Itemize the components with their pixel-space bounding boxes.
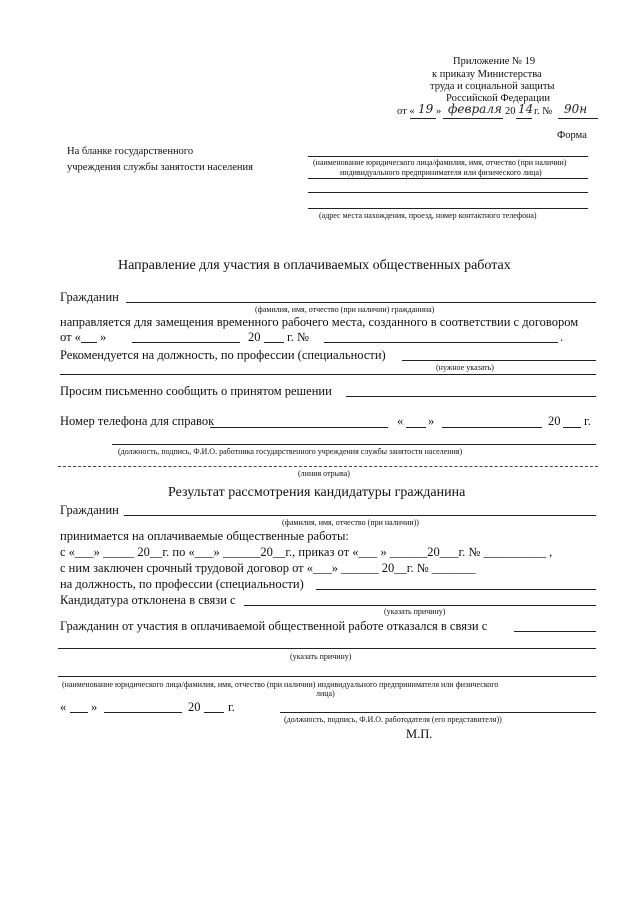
recommended-label: Рекомендуется на должность, по профессии (специальности) (60, 348, 386, 362)
contract-year-prefix: 20 (248, 330, 261, 344)
form-label: Форма (557, 130, 587, 141)
rejected-label: Кандидатура отклонена в связи с (60, 593, 236, 607)
employer-date-quote-close: » (91, 700, 98, 714)
sent-text: направляется для замещения временного рабочего места, созданного в соответствии с договором (60, 315, 579, 329)
citizen-label: Гражданин (60, 290, 119, 304)
date-number: 90н (564, 102, 588, 116)
contract-number-label: г. № (287, 330, 309, 344)
employer-caption: (наименование юридического лица/фамилия, имя, отчество (при наличии) индивидуального предпринимателя или физического (62, 680, 499, 689)
employer-signature-caption: (должность, подпись, Ф.И.О. работодателя (его представителя)) (284, 715, 502, 724)
period-line: с «___» _____ 20__г. по «___» ______20__г., приказ от «___ » ______20___г. № __________ , (60, 545, 553, 559)
contract-line: с ним заключен срочный трудовой договор от «___» ______ 20__г. № _______ (60, 561, 476, 575)
request-label: Просим письменно сообщить о принятом решении (60, 384, 332, 398)
position-label: на должность, по профессии (специальности) (60, 577, 304, 591)
phone-year-prefix: 20 (548, 414, 561, 428)
accepted-text: принимается на оплачиваемые общественные работы: (60, 529, 349, 543)
date-prefix: от « (397, 106, 415, 117)
date-number-prefix: г. № (534, 106, 553, 117)
staff-signature-caption: (должность, подпись, Ф.И.О. работника государственного учреждения службы занятости населения) (118, 447, 463, 456)
refused-label: Гражданин от участия в оплачиваемой общественной работе отказался в связи с (60, 619, 488, 633)
phone-year-suffix: г. (584, 414, 591, 428)
phone-quote-open: « (397, 414, 404, 428)
date-day: 19 (418, 102, 434, 116)
appendix-number: Приложение № 19 (453, 56, 536, 67)
employer-caption-2: лица) (316, 689, 335, 698)
org-name-caption-2: индивидуального предпринимателя или физического лица) (340, 168, 542, 177)
order-reference: к приказу Министерства (432, 69, 542, 80)
result-title: Результат рассмотрения кандидатуры гражданина (168, 485, 466, 500)
specify-caption: (нужное указать) (436, 363, 494, 372)
date-year-prefix: 20 (505, 106, 516, 117)
citizen-caption: (фамилия, имя, отчество (при наличии) гражданина) (255, 305, 435, 314)
tear-line (58, 466, 598, 467)
document-title: Направление для участия в оплачиваемых общественных работах (118, 258, 511, 273)
letterhead-line-2: учреждения службы занятости населения (67, 162, 253, 173)
employer-date-year-prefix: 20 (188, 700, 201, 714)
phone-quote-close: » (428, 414, 435, 428)
stamp-place: М.П. (406, 727, 433, 741)
result-citizen-caption: (фамилия, имя, отчество (при наличии)) (282, 518, 419, 527)
date-year: 14 (518, 102, 534, 116)
contract-end-dot: . (560, 330, 564, 344)
country-name: Российской Федерации (446, 93, 550, 104)
letterhead-line-1: На бланке государственного (67, 146, 194, 157)
employer-date-quote-open: « (60, 700, 67, 714)
phone-label: Номер телефона для справок (60, 414, 215, 428)
date-month: февраля (448, 102, 502, 116)
refused-reason-caption: (указать причину) (290, 652, 352, 661)
ministry-name: труда и социальной защиты (430, 81, 555, 92)
tear-line-caption: (линия отрыва) (298, 469, 350, 478)
result-citizen-label: Гражданин (60, 503, 119, 517)
contract-from-label: от « (60, 330, 81, 344)
contract-quote-close: » (100, 330, 107, 344)
org-name-caption: (наименование юридического лица/фамилия, имя, отчество (при наличии) (313, 158, 567, 167)
rejected-reason-caption: (указать причину) (384, 607, 446, 616)
address-caption: (адрес места нахождения, проезд, номер контактного телефона) (319, 211, 537, 220)
date-quote-close: » (436, 106, 442, 117)
employer-date-year-suffix: г. (228, 700, 235, 714)
